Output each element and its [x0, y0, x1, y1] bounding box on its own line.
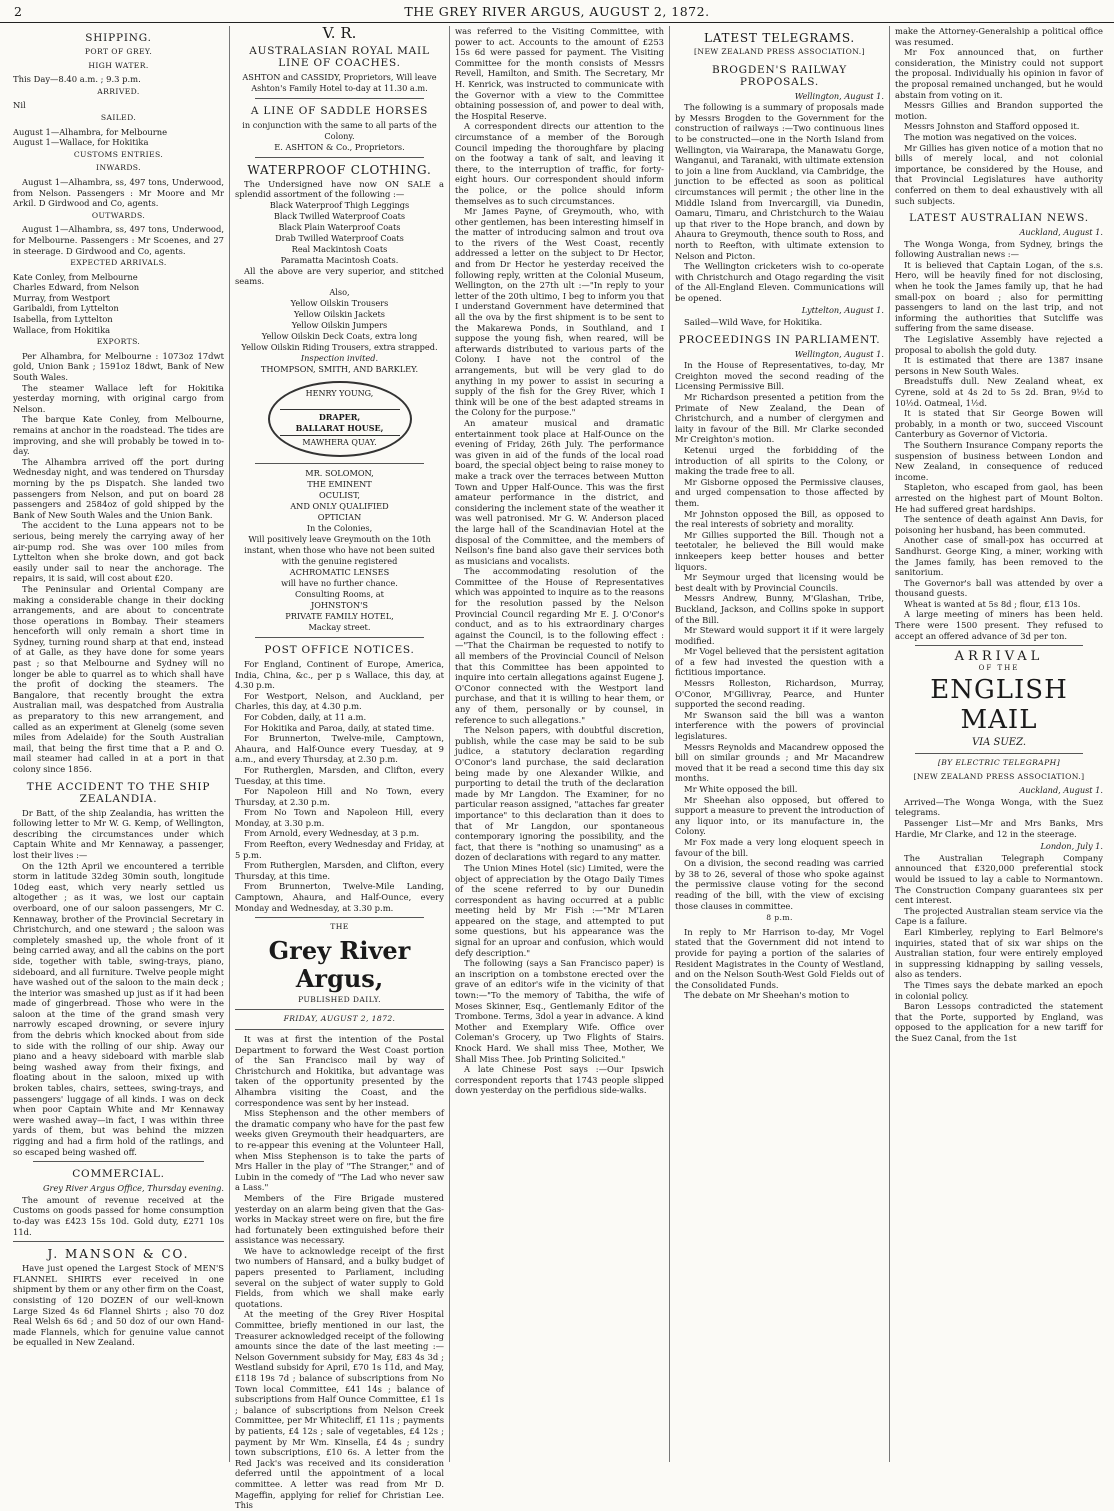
- waterproof-item: Yellow Oilskin Deck Coats, extra long: [261, 330, 418, 341]
- australian-paragraph: Breadstuffs dull. New Zealand wheat, ex Cyrene, sold at 4s 2d to 5s 2d. Bran, 9½d to 10½d. Oatmeal, 1½d.: [895, 376, 1103, 408]
- solomon-line: OCULIST,: [318, 489, 360, 500]
- solomon-line: MR. SOLOMON,: [305, 467, 374, 478]
- post-office-heading: POST OFFICE NOTICES.: [264, 643, 415, 656]
- australian-heading: LATEST AUSTRALIAN NEWS.: [909, 212, 1089, 225]
- parliament-paragraph: In the House of Representatives, to-day, Mr Creighton moved the second reading of the Licensing Permissive Bill.: [675, 360, 884, 392]
- post-notice: From Arnold, every Wednesday, at 3 p.m.: [244, 828, 420, 839]
- sailed: August 1—Alhambra, for Melbourne August 1—Wallace, for Hokitika: [13, 126, 168, 148]
- article-paragraph: A late Chinese Post says :—Our Ipswich correspondent reports that 1743 people slipped down yesterday on the perfidious side-walks.: [455, 1064, 664, 1096]
- saddle-heading: A LINE OF SADDLE HORSES: [250, 104, 429, 117]
- post-notice: For Napoleon Hill and No Town, every Thursday, at 2.30 p.m.: [235, 786, 444, 807]
- waterproof-inspection: Inspection invited.: [300, 352, 379, 363]
- commercial-office: Grey River Argus Office, Thursday evening.: [42, 1183, 224, 1194]
- london-paragraph: The Australian Telegraph Company announced that £320,000 preferential stock would be issued to lay a cable to Normantown. The Construction Company guarantees six per cent interest.: [895, 852, 1103, 906]
- outwards-label: OUTWARDS.: [91, 210, 146, 220]
- london-paragraph: Baron Lessops contradicted the statement that the Porte, supported by England, was opposed to the application for a new tariff for the Suez Canal, from the 1st: [895, 1001, 1103, 1043]
- exports-heading: EXPORTS.: [96, 337, 141, 347]
- australian-paragraph: The Southern Insurance Company reports the suspension of business between London and New Zealand, in consequence of reduced income.: [895, 439, 1103, 482]
- article-paragraph: The motion was negatived on the voices.: [904, 131, 1077, 142]
- column-3: [450, 26, 670, 1462]
- post-notice: From Reefton, every Wednesday and Friday, at 5 p.m.: [235, 839, 444, 860]
- post-notice: From Brunnerton, Twelve-Mile Landing, Camptown, Ahaura, and Half-Ounce, every Monday and Wednesday, at 3.30 p.m.: [235, 881, 444, 913]
- masthead: [0, 0, 1114, 23]
- parliament-paragraph: Mr Sheehan also opposed, but offered to support a measure to prevent the introduction of any liquor into, or its manufacture in, the Colony.: [675, 794, 884, 837]
- post-notice: For Hokitika and Paroa, daily, at stated time.: [244, 722, 435, 733]
- inwards: August 1—Alhambra, ss, 497 tons, Underwood, from Nelson. Passengers : Mr Moore and Mr Arkil. D Girdwood and Co, agents.: [13, 176, 224, 209]
- editorial-paragraph: It was at first the intention of the Postal Department to forward the West Coast portion of the San Francisco mail by way of Christchurch and Hokitika, but advantage was taken of the opportunity presented by the Alhambra visiting the Coast, and the correspondence was sent by her instead.: [235, 1034, 444, 1108]
- australian-paragraph: It is estimated that there are 1387 insane persons in New South Wales.: [895, 355, 1103, 376]
- parliament-paragraph: Mr Richardson presented a petition from the Primate of New Zealand, the Dean of Christchurch, and a number of clergymen and laity in favour of the Bill. Mr Clarke seconded Mr Creighton's motion.: [675, 392, 884, 445]
- london-paragraph: Earl Kimberley, replying to Earl Belmore's inquiries, stated that of six war ships on the Australian station, four were entirely employed in suppressing kidnapping by sailing vessels, also as tenders.: [895, 926, 1103, 980]
- arrived: Nil: [13, 100, 26, 111]
- article-paragraph: An amateur musical and dramatic entertainment took place at Half-Ounce on the evening of Friday, 26th July. The performance was given in aid of the funds of the local road board, the special object being to raise money to make a track over the terraces between Mutton Town and Upper Half-Ounce. This was the first amateur performance in the district, and considering the inclement state of the weather it was well patronised. Mr G. W. Anderson placed the large hall of the Scandinavian Hotel at the disposal of the Committee, and the members of Neilson's fine band also gave their services both as musicians and vocalists.: [455, 417, 664, 566]
- waterproof-mid: All the above are very superior, and stitched seams.: [235, 265, 444, 287]
- parliament-paragraph: Messrs Rolleston, Richardson, Murray, O'Conor, M'Gillivray, Pearce, and Hunter supported the second reading.: [675, 678, 884, 710]
- waterproof-item: Yellow Oilskin Jackets: [294, 308, 385, 319]
- eight-pm: 8 p.m.: [766, 913, 793, 923]
- solomon-line: Mackay street.: [308, 621, 371, 632]
- editorial-paragraph: At the meeting of the Grey River Hospital Committee, briefly mentioned in our last, the Treasurer acknowledged receipt of the following amounts since the date of the last meeting :—Nelson Government subsidy for May, £83 4s 3d ; Westland subsidy for April, £70 1s 11d, and May, £118 19s 7d ; balance of subscriptions from No Town local Committee, £41 14s ; balance of subscriptions from Half Ounce Committee, £1 1s ; balance of subscriptions from Nelson Creek Committee, per Mr Whitecliff, £1 11s ; payments by patients, £4 12s ; sale of vegetables, £4 12s ; payment by Mr Wm. Kinsella, £4 4s ; sundry town subscriptions, £10 6s. A letter from the Red Jack's was received and its consideration deferred until the appointment of a local committee. A letter was read from Mr D. Mageffin, applying for relief for Christian Lee. This: [235, 1309, 444, 1511]
- parliament-paragraph: Messrs Reynolds and Macandrew opposed the bill on similar grounds ; and Mr Macandrew moved that it be read a second time this day six months.: [675, 741, 884, 784]
- news-paragraph: The barque Kate Conley, from Melbourne, remains at anchor in the roadstead. The tides are improving, and she will probably be towed in to-day.: [13, 414, 224, 457]
- stamp-house: BALLARAT HOUSE,: [295, 422, 384, 433]
- commercial-heading: COMMERCIAL.: [72, 1168, 165, 1181]
- masthead-title: THE GREY RIVER ARGUS, AUGUST 2, 1872.: [404, 4, 710, 19]
- outwards: August 1—Alhambra, ss, 497 tons, Underwood, for Melbourne. Passengers : Mr Scoenes, and 27 in steerage. D Girdwood and Co, agents.: [13, 224, 224, 256]
- parliament-paragraph: Mr Vogel believed that the persistent agitation of a few had invested the question with a fictitious importance.: [675, 646, 884, 678]
- post-notice: For Rutherglen, Marsden, and Clifton, every Tuesday, at this time.: [235, 764, 444, 786]
- solomon-line: Consulting Rooms, at: [295, 588, 384, 599]
- inwards-label: INWARDS.: [96, 163, 141, 173]
- saddle-signature: E. ASHTON & Co., Proprietors.: [274, 141, 405, 152]
- arrival-heading: ARRIVAL: [954, 649, 1044, 665]
- parliament-paragraph: Mr Swanson said the bill was a wanton interference with the powers of provincial legislatures.: [675, 709, 884, 742]
- waterproof-item: Black Twilled Waterproof Coats: [273, 210, 406, 221]
- solomon-line: OPTICIAN: [317, 511, 362, 522]
- column-1: [8, 26, 230, 1462]
- brogden-heading: BROGDEN'S RAILWAY PROPOSALS.: [712, 63, 847, 88]
- brogden-paragraph: The Wellington cricketers wish to co-operate with Christchurch and Otago regarding the visit of the All-England Eleven. Communications will be opened.: [675, 261, 884, 303]
- waterproof-signature: THOMPSON, SMITH, AND BARKLEY.: [260, 363, 419, 374]
- article-paragraph: Mr Gillies has given notice of a motion that no bills of merely local, and not colonial importance, be considered by the House, and that Provincial Legislatures have authority conferred on them to deal exhaustively with all such subjects.: [895, 142, 1103, 206]
- lyttelton-text: Sailed—Wild Wave, for Hokitika.: [684, 317, 823, 328]
- via-suez: VIA SUEZ.: [971, 737, 1027, 749]
- waterproof-item: Yellow Oilskin Jumpers: [291, 319, 388, 330]
- waterproof-item: Real Mackintosh Coats: [291, 243, 388, 254]
- london-paragraph: The Times says the debate marked an epoch in colonial policy.: [895, 979, 1103, 1001]
- accident-paragraph: On the 12th April we encountered a terrible storm in latitude 32deg 30min south, longitude 10deg east, which very nearly settled us altogether ; as it was, we lost our captain overboard, one of our saloon passengers, Mr C. Kennaway, brother of the Provincial Secretary in Christchurch, and one steward ; the saloon was completely smashed up, the whole front of it being carried away, and all the cabins on the port side, together with table, swing-trays, piano, sideboard, and all furniture. Twelve people might have washed out of the saloon to the main deck ; the interior was smashed up just as if it had been made of gingerbread. Those who were in the saloon at the time of the grand smash very narrowly escaped drowning, or severe injury from the debris which knocked about from side to side with the rolling of our ship. Away our piano and a heavy sideboard with marble slab being washed away from their fixings, and floating about in the saloon, mixed up with broken tables, chairs, settees, swing-trays, and passengers' luggage of all kinds. I was on deck when poor Captain White and Mr Kennaway were washed away—in fact, I was within three yards of them, but was behind the mizzen rigging and had a firm hold of the ratlings, and so escaped being washed off.: [13, 860, 224, 1157]
- article-paragraph: Messrs Gillies and Brandon supported the motion.: [895, 100, 1103, 121]
- australian-paragraph: A large meeting of miners has been held. There were 1500 present. They refused to accept an offered advance of 3d per ton.: [895, 609, 1103, 641]
- australian-paragraph: It is believed that Captain Logan, of the s.s. Hero, will be heavily fined for not disclosing, when he took the James family up, that he had small-pox on board ; also for permitting passengers to land on the last trip, and not informing the authorities that Sutcliffe was suffering from the same disease.: [895, 259, 1103, 334]
- parliament-paragraph: Mr Fox made a very long eloquent speech in favour of the bill.: [675, 836, 884, 858]
- high-water: This Day—8.40 a.m. ; 9.3 p.m.: [13, 74, 141, 85]
- high-water-label: HIGH WATER.: [88, 60, 149, 70]
- waterproof-heading: WATERPROOF CLOTHING.: [247, 162, 432, 177]
- post-notice: From No Town and Napoleon Hill, every Monday, at 3.30 p.m.: [235, 807, 444, 828]
- nameplate: Grey River Argus,: [268, 935, 411, 993]
- press-association: [NEW ZEALAND PRESS ASSOCIATION.]: [913, 771, 1085, 781]
- australian-paragraph: Wheat is wanted at 5s 8d ; flour, £13 10s.: [904, 598, 1081, 609]
- late-paragraph: The debate on Mr Sheehan's motion to: [684, 990, 850, 1001]
- mail-dateline: Auckland, August 1.: [1019, 785, 1103, 796]
- london-dateline: London, July 1.: [1040, 841, 1103, 852]
- solomon-line: PRIVATE FAMILY HOTEL,: [285, 610, 394, 621]
- news-paragraph: The accident to the Luna appears not to be serious, being merely the carrying away of her air-pump rod. She was over 100 miles from Lyttelton when she broke down, and got back easily under sail to near the anchorage. The repairs, it is said, will cost about £20.: [13, 520, 224, 584]
- article-paragraph: The Union Mines Hotel (sic) Limited, were the object of appreciation by the Otago Daily Times of the scene referred to by our Dunedin correspondent as having occurred at a public meeting held by Mr Fish :—"Mr M'Laren appeared on the stage, and attempted to put some questions, but his appearance was the signal for an uproar and confusion, which would defy description.": [455, 862, 664, 958]
- editorial-dateline: FRIDAY, AUGUST 2, 1872.: [283, 1014, 396, 1024]
- arrived-label: ARRIVED.: [97, 86, 140, 96]
- editorial-paragraph: Miss Stephenson and the other members of the dramatic company who have for the past few weeks given Greymouth their headquarters, are to re-appear this evening at the Volunteer Hall, when Miss Stephenson is to take the parts of Mrs Haller in the play of "The Stranger," and of Lubin in the comedy of "The Lad who never saw a Lass.": [235, 1108, 444, 1193]
- post-notice: For Westport, Nelson, and Auckland, per Charles, this day, at 4.30 p.m.: [235, 690, 444, 712]
- parliament-paragraph: Mr Steward would support it if it were largely modified.: [675, 625, 884, 646]
- waterproof-item: Yellow Oilskin Riding Trousers, extra strapped.: [241, 341, 438, 352]
- news-paragraph: The Peninsular and Oriental Company are making a considerable change in their docking arrangements, and are about to concentrate those operations in Bombay. Their steamers henceforth will only remain a short time in Sydney, turning round sharp at that end, instead of at Galle, as they have done for some years past ; so that Melbourne and Sydney will no longer be able to quarrel as to which shall have the profit of docking the steamers. The Bangalore, that recently brought the extra Australian mail, was despatched from Australia as preparatory to this new arrangement, and called as an experiment at Glenelg (some seven miles from Adelaide) for the South Australian mail, that being the first time that a P. and O. mail steamer had called in at a port in that colony since 1856.: [13, 583, 224, 774]
- article-paragraph: Messrs Johnston and Stafford opposed it.: [904, 121, 1080, 132]
- vr-mark: V. R.: [322, 24, 357, 42]
- post-notice: From Rutherglen, Marsden, and Clifton, every Thursday, at this time.: [235, 860, 444, 881]
- editorial-paragraph: Members of the Fire Brigade mustered yesterday on an alarm being given that the Gas-works in Mackay street were on fire, but the fire had fortunately been extinguished before their assistance was necessary.: [235, 1192, 444, 1246]
- article-paragraph: make the Attorney-Generalship a political office was resumed.: [895, 26, 1103, 47]
- article-paragraph: Mr Fox announced that, on further consideration, the Ministry could not support the proposal. Individually his opinion in favor of the proposal remained unchanged, but he would abstain from voting on it.: [895, 47, 1103, 100]
- waterproof-also: Also,: [329, 286, 350, 297]
- parliament-paragraph: On a division, the second reading was carried by 38 to 26, several of those who spoke against the permissive clause voting for the second reading of the bill, with the view of excising those clauses in committee.: [675, 858, 884, 911]
- stamp-middle: [280, 409, 400, 436]
- column-4: [670, 26, 890, 1462]
- editorial-paragraph: We have to acknowledge receipt of the first two numbers of Hansard, and a bulky budget of papers presented to Parliament, including several on the subject of water supply to Gold Fields, from which we shall make early quotations.: [235, 1245, 444, 1309]
- article-paragraph: A correspondent directs our attention to the circumstance of a member of the Borough Council impeding the thoroughfare by placing on the footway a tank of salt, and leaving it there, to the interruption of traffic, for forty-eight hours. Our correspondent should inform the police, or the police should inform themselves as to such circumstances.: [455, 121, 664, 206]
- post-notice: For England, Continent of Europe, America, India, China, &c., per p s Wallace, this day, at 4.30 p.m.: [235, 658, 444, 691]
- parliament-heading: PROCEEDINGS IN PARLIAMENT.: [678, 333, 881, 346]
- waterproof-item: Yellow Oilskin Trousers: [290, 297, 389, 308]
- coach-text: ASHTON and CASSIDY, Proprietors, Will leave Ashton's Family Hotel to-day at 11.30 a.m.: [242, 71, 437, 93]
- solomon-line: THE EMINENT: [307, 478, 372, 489]
- stamp-bottom: MAWHERA QUAY.: [302, 438, 377, 448]
- manson-heading: J. MANSON & CO.: [47, 1247, 190, 1262]
- parliament-paragraph: Mr Johnston opposed the Bill, as opposed to the real interests of sobriety and morality.: [675, 508, 884, 530]
- post-notice: For Cobden, daily, at 11 a.m.: [244, 711, 367, 722]
- news-paragraph: The Alhambra arrived off the port during Wednesday night, and was tendered on Thursday morning by the ps Dispatch. She landed two passengers from Nelson, and put on board 28 passengers and 2584oz of gold shipped by the Bank of New South Wales and the Union Bank.: [13, 456, 224, 520]
- parliament-paragraph: Mr White opposed the bill.: [684, 784, 798, 794]
- brogden-dateline: Wellington, August 1.: [794, 90, 884, 101]
- parliament-paragraph: Messrs Andrew, Bunny, M'Glashan, Tribe, Buckland, Jackson, and Collins spoke in support of the Bill.: [675, 593, 884, 625]
- australian-paragraph: Stapleton, who escaped from gaol, has been arrested on the highest part of Mount Bolton. He had suffered great hardships.: [895, 482, 1103, 514]
- column-5: [890, 26, 1108, 1462]
- parliament-paragraph: Ketenui urged the forbidding of the introduction of all spirits to the Colony, or making the trade free to all.: [675, 445, 884, 477]
- accident-heading: THE ACCIDENT TO THE SHIP ZEALANDIA.: [26, 780, 211, 805]
- english-mail-heading: ENGLISH MAIL: [930, 675, 1068, 736]
- solomon-line: AND ONLY QUALIFIED: [290, 500, 389, 511]
- solomon-line: In the Colonies,: [306, 522, 373, 533]
- parliament-paragraph: Mr Seymour urged that licensing would be best dealt with by Provincial Councils.: [675, 572, 884, 593]
- royal-arms-icon: [235, 24, 444, 42]
- stamp-top: HENRY YOUNG,: [305, 388, 374, 398]
- australian-paragraph: Another case of small-pox has occurred at Sandhurst. George King, a miner, working with the James family, has been removed to the sanitorium.: [895, 535, 1103, 578]
- manson-advert: Have just opened the Largest Stock of MEN'S FLANNEL SHIRTS ever received in one shipment by them or any other firm on the Coast, consisting of 120 DOZEN of our well-known Large Sized 4s 6d Flannel Shirts ; also 70 doz Real Welsh 6s 6d ; and 50 doz of our own Hand-made Flannels, which for genuine value cannot be equalled in New Zealand.: [13, 1263, 224, 1348]
- solomon-line: will have no further chance.: [281, 577, 398, 588]
- late-paragraph: In reply to Mr Harrison to-day, Mr Vogel stated that the Government did not intend to provide for paying a portion of the salaries of Resident Magistrates in the County of Westland, and on the Nelson South-West Gold Fields out of the Consolidated Funds.: [675, 926, 884, 990]
- nameplate-the: THE: [330, 922, 349, 932]
- lyttelton-dateline: Lyttelton, August 1.: [801, 305, 884, 316]
- telegrams-heading: LATEST TELEGRAMS.: [703, 31, 856, 45]
- accident-paragraph: Dr Batt, of the ship Zealandia, has written the following letter to Mr W. G. Kemp, of Wellington, describing the circumstances under which Captain White and Mr Kennaway, a passenger, lost their lives :—: [13, 807, 224, 860]
- article-paragraph: was referred to the Visiting Committee, with power to act. Accounts to the amount of £253 15s 6d were passed for payment. The Visiting Committee for the month consists of Messrs Revell, Hamilton, and Smith. The Secretary, Mr H. Kenrick, was instructed to communicate with the Governor with a view to the Committee obtaining possession of, and power to deal with, the Hospital Reserve.: [455, 26, 664, 121]
- australian-paragraph: The Wonga Wonga, from Sydney, brings the following Australian news :—: [895, 238, 1103, 260]
- coach-heading: AUSTRALASIAN ROYAL MAIL LINE OF COACHES.: [249, 44, 430, 69]
- customs-heading: CUSTOMS ENTRIES.: [73, 149, 164, 159]
- draper-stamp: [268, 381, 412, 457]
- parliament-paragraph: Mr Gisborne opposed the Permissive clauses, and urged compensation to those affected by them.: [675, 476, 884, 508]
- news-paragraph: The steamer Wallace left for Hokitika yesterday morning, with original cargo from Nelson.: [13, 382, 224, 414]
- australian-paragraph: The sentence of death against Ann Davis, for poisoning her husband, has been commuted.: [895, 514, 1103, 535]
- commercial-text: The amount of revenue received at the Customs on goods passed for home consumption to-day was £423 15s 10d. Gold duty, £271 10s 11d.: [13, 1194, 224, 1237]
- article-paragraph: The following (says a San Francisco paper) is an inscription on a tombstone erected over the grave of an editor's wife in the vicinity of that town:—"To the memory of Tabitha, the wife of Moses Skinner, Esq., Gentlemanly Editor of the Trombone. Terms, 3dol a year in advance. A kind Mother and Exemplary Wife. Office over Coleman's Grocery, up Two Flights of Stairs. Knock Hard. We shall miss Thee, Mother, We Shall Miss Thee. Job Printing Solicited.": [455, 958, 664, 1064]
- australian-paragraph: The Governor's ball was attended by over a thousand guests.: [895, 577, 1103, 599]
- saddle-text: in conjunction with the same to all parts of the Colony.: [242, 119, 437, 141]
- page-number: 2: [14, 4, 23, 19]
- waterproof-item: Black Plain Waterproof Coats: [278, 221, 401, 232]
- stamp-draper: DRAPER,: [318, 411, 361, 422]
- by-telegraph: [BY ELECTRIC TELEGRAPH]: [937, 758, 1061, 768]
- article-paragraph: The accommodating resolution of the Committee of the House of Representatives which was appointed to inquire as to the reasons for the resolution passed by the Nelson Provincial Council regarding Mr E. J. O'Conor's conduct, and as to his extraordinary charges against the Council, is to the following effect :—"That the Chairman be requested to notify to all members of the Provincial Council of Nelson that this Committee has been appointed to inquire into certain allegations against Eugene J. O'Conor connected with the Westport land purchase, and that it is willing to hear them, or any of them, personally or by counsel, in reference to such allegations.": [455, 566, 664, 725]
- brogden-paragraph: The following is a summary of proposals made by Messrs Brogden to the Government for the construction of railways :—Two continuous lines to be constructed—one in the North Island from Wellington, via Wairarapa, the Manawatu Gorge, Wanganui, and Taranaki, with ultimate extension to join a line from Auckland, via Cambridge, the junction to be effected as soon as political circumstances will permit ; the other line in the Middle Island from Invercargill, via Dunedin, Oamaru, Timaru, and Christchurch to the Waiau up that river to the Hope branch, and down by Ahaura to Greymouth, thence south to Ross, and north to Reefton, with ultimate extension to Nelson and Picton.: [675, 102, 884, 261]
- telegrams-source: [NEW ZEALAND PRESS ASSOCIATION.]: [694, 47, 865, 56]
- parliament-paragraph: Mr Gillies supported the Bill. Though not a teetotaler, he believed the Bill would make innkeepers keep better houses and better liquors.: [675, 529, 884, 572]
- solomon-line: JOHNSTON'S: [310, 599, 369, 610]
- port-heading: PORT OF GREY.: [84, 47, 153, 56]
- article-paragraph: Mr James Payne, of Greymouth, who, with other gentlemen, has been interesting himself in the matter of introducing salmon and trout ova to the rivers of the West Coast, recently addressed a letter on the subject to Dr Hector, and from Dr Hector he yesterday received the following reply, written at the Colonial Museum, Wellington, on the 27th ult :—"In reply to your letter of the 20th ultimo, I beg to inform you that I understand Government have determined that all the ova by the first shipment is to be sent to the Makarewa Ponds, in Southland, and I suppose the young fish, when reared, will be afterwards distributed to various parts of the Colony. I have not the control of the arrangements, but will be very glad to do anything in my power to assist in securing a supply of the fish for the Grey River, which I think will be one of the best adapted streams in the Colony for the purpose.": [455, 206, 664, 418]
- post-notice: For Brunnerton, Twelve-mile, Camptown, Ahaura, and Half-Ounce every Tuesday, at 9 a.m., and every Thursday, at 2.30 p.m.: [235, 733, 444, 765]
- column-2: [230, 24, 450, 1511]
- solomon-line: Will positively leave Greymouth on the 10th instant, when those who have not been suited with the genuine registered: [244, 533, 435, 566]
- article-paragraph: The Nelson papers, with doubtful discretion, publish, while the case may be said to be sub judice, a statutory declaration regarding O'Conor's land purchase, the said declaration being made by one Alexander Wilkie, and purporting to detail the truth of the declaration made by Mr Langdon. The Examiner, for no particular reason assigned, "attaches far greater importance" to this declaration than it does to that of Mr Langdon, our spontaneous contemporary ignoring the possibility, and the fact, that there is "nothing so unamusing" as a dozen of declarations with regard to any matter.: [455, 725, 664, 863]
- expected-label: EXPECTED ARRIVALS.: [70, 258, 167, 268]
- of-the: OF THE: [978, 663, 1020, 672]
- waterproof-intro: The Undersigned have now ON SALE a splendid assortment of the following :—: [235, 178, 444, 200]
- columns: [8, 24, 1108, 1511]
- solomon-line: ACHROMATIC LENSES: [289, 566, 390, 577]
- published-daily: PUBLISHED DAILY.: [298, 994, 381, 1004]
- london-paragraph: The projected Australian steam service via the Cape is a failure.: [895, 905, 1103, 927]
- mail-paragraph: Passenger List—Mr and Mrs Banks, Mrs Hardie, Mr Clarke, and 12 in the steerage.: [895, 818, 1103, 839]
- waterproof-item: Drab Twilled Waterproof Coats: [275, 232, 404, 243]
- mail-paragraph: Arrived—The Wonga Wonga, with the Suez telegrams.: [895, 796, 1103, 818]
- parliament-dateline: Wellington, August 1.: [794, 348, 884, 359]
- waterproof-item: Paramatta Macintosh Coats.: [280, 254, 399, 265]
- australian-paragraph: It is stated that Sir George Bowen will probably, in a month or two, succeed Viscount Canterbury as Governor of Victoria.: [895, 408, 1103, 440]
- waterproof-item: Black Waterproof Thigh Leggings: [269, 199, 410, 210]
- shipping-heading: SHIPPING.: [85, 32, 152, 44]
- australian-paragraph: The Legislative Assembly have rejected a proposal to abolish the gold duty.: [895, 334, 1103, 355]
- expected-arrivals: Kate Conley, from Melbourne Charles Edward, from Nelson Murray, from Westport Garibaldi, from Lyttelton Isabella, from Lyttelton Wallace, from Hokitika: [13, 271, 140, 335]
- sailed-label: SAILED.: [100, 112, 137, 122]
- exports: Per Alhambra, for Melbourne : 1073oz 17dwt gold, Union Bank ; 1591oz 18dwt, Bank of New South Wales.: [13, 350, 224, 383]
- australian-dateline: Auckland, August 1.: [1019, 227, 1103, 238]
